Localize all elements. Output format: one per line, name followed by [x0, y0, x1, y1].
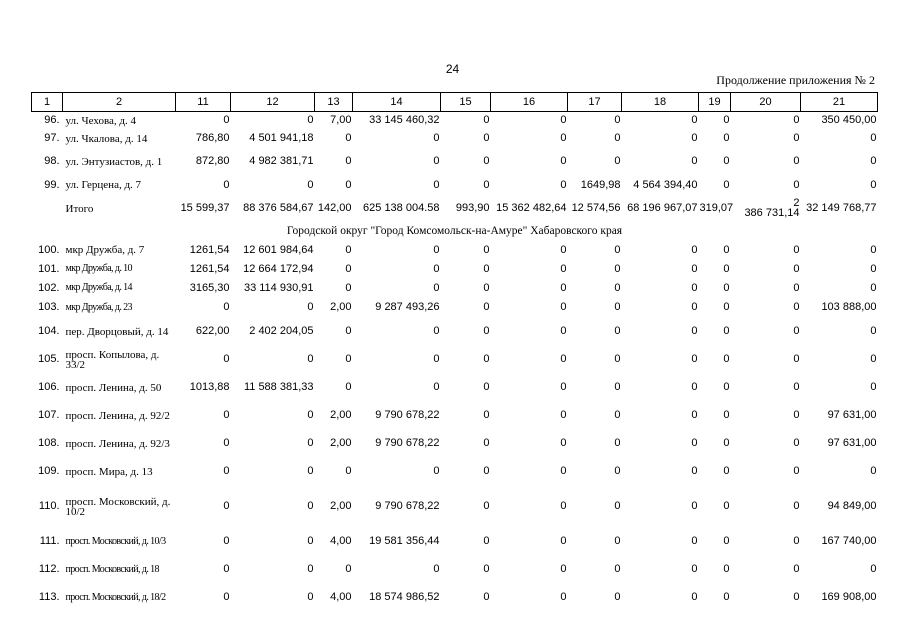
value-cell: 0	[483, 535, 490, 547]
value-cell: 0	[483, 301, 490, 313]
address-cell: пер. Дворцовый, д. 14	[65, 325, 169, 338]
value-cell: 0	[345, 325, 352, 337]
value-cell: 622,00	[195, 325, 230, 337]
address-cell: просп. Московский, д. 10/2	[65, 495, 171, 518]
value-cell: 0	[433, 381, 440, 393]
value-cell: 0	[560, 281, 567, 294]
value-cell: 0	[433, 281, 440, 294]
address-cell: ул. Энтузиастов, д. 1	[65, 155, 163, 168]
value-cell: 0	[614, 281, 621, 294]
value-cell: 0	[223, 465, 230, 477]
value-cell: 94 849,00	[827, 500, 877, 512]
column-header: 18	[622, 93, 699, 112]
total-row	[32, 195, 878, 223]
value-cell: 0	[307, 178, 314, 191]
table-row	[32, 486, 878, 528]
column-header: 19	[699, 93, 731, 112]
address-cell: просп. Копылова, д. 33/2	[65, 348, 160, 371]
value-cell: 2,00	[330, 500, 352, 512]
value-cell: 0	[691, 591, 698, 603]
column-header: 1	[32, 93, 63, 112]
value-cell: 0	[614, 381, 621, 393]
value-cell: 0	[307, 437, 314, 449]
address-cell: просп. Московский, д. 10/3	[65, 535, 166, 547]
value-cell: 0	[483, 465, 490, 477]
value-cell: 0	[223, 301, 230, 313]
address-cell: мкр Дружба, д. 10	[65, 263, 132, 274]
value-cell: 1261,54	[189, 262, 230, 275]
value-cell: 9 287 493,26	[375, 301, 440, 313]
value-cell: 0	[223, 409, 230, 421]
value-cell: 0	[614, 465, 621, 477]
value-cell: 9 790 678,22	[375, 409, 440, 421]
value-cell: 1649,98	[580, 178, 621, 191]
value-cell: 0	[793, 409, 800, 421]
value-cell: 0	[614, 437, 621, 449]
value-cell: 350 450,00	[821, 114, 877, 127]
value-cell: 0	[723, 155, 730, 167]
value-cell: 0	[614, 301, 621, 313]
value-cell: 0	[723, 301, 730, 313]
value-cell: 103 888,00	[821, 301, 877, 313]
value-cell: 2,00	[330, 409, 352, 421]
value-cell: 0	[560, 465, 567, 477]
column-header: 13	[315, 93, 353, 112]
data-table	[31, 92, 878, 612]
table-row	[32, 148, 878, 176]
value-cell: 97 631,00	[827, 437, 877, 449]
value-cell: 0	[433, 563, 440, 575]
value-cell: 0	[691, 465, 698, 477]
value-cell: 4 501 941,18	[249, 132, 314, 144]
row-number: 109.	[38, 465, 60, 477]
value-cell: 0	[560, 178, 567, 191]
value-cell: 0	[691, 114, 698, 127]
value-cell: 872,80	[195, 155, 230, 167]
value-cell: 97 631,00	[827, 409, 877, 421]
value-cell: 0	[483, 591, 490, 603]
row-number: 101.	[38, 262, 60, 275]
value-cell: 0	[691, 243, 698, 256]
value-cell: 0	[614, 591, 621, 603]
table-row	[32, 374, 878, 402]
value-cell: 0	[793, 535, 800, 547]
value-cell: 0	[723, 262, 730, 275]
value-cell: 625 138 004.58	[363, 202, 440, 214]
value-cell: 0	[723, 591, 730, 603]
value-cell: 68 196 967,07	[627, 202, 698, 214]
value-cell: 0	[723, 281, 730, 294]
value-cell: 0	[614, 155, 621, 167]
address-cell: просп. Ленина, д. 92/2	[65, 409, 170, 422]
value-cell: 0	[345, 178, 352, 191]
page-number: 24	[445, 62, 460, 76]
value-cell: 4 982 381,71	[249, 155, 314, 167]
value-cell: 4,00	[330, 535, 352, 547]
value-cell: 0	[723, 178, 730, 191]
value-cell: 0	[691, 353, 698, 365]
table-row	[32, 279, 878, 298]
value-cell: 786,80	[195, 132, 230, 144]
table-row	[32, 430, 878, 458]
value-cell: 0	[723, 409, 730, 421]
address-cell: просп. Московский, д. 18/2	[65, 591, 166, 603]
value-cell: 0	[723, 325, 730, 337]
value-cell: 0	[614, 114, 621, 127]
table-row	[32, 260, 878, 279]
value-cell: 7,00	[330, 114, 352, 127]
section-title: Городской округ "Город Комсомольск-на-Амуре" Хабаровского края	[286, 225, 623, 237]
value-cell: 0	[560, 353, 567, 365]
value-cell: 0	[793, 178, 800, 191]
value-cell: 0	[793, 500, 800, 512]
value-cell: 0	[870, 243, 877, 256]
value-cell: 0	[307, 301, 314, 313]
value-cell: 0	[345, 381, 352, 393]
value-cell: 18 574 986,52	[369, 591, 440, 603]
value-cell: 0	[691, 301, 698, 313]
column-header: 14	[353, 93, 441, 112]
value-cell: 0	[483, 178, 490, 191]
value-cell: 0	[614, 325, 621, 337]
value-cell: 0	[483, 114, 490, 127]
value-cell: 0	[793, 243, 800, 256]
continuation-label: Продолжение приложения № 2	[716, 73, 875, 87]
value-cell: 0	[870, 381, 877, 393]
value-cell: 0	[345, 353, 352, 365]
value-cell: 0	[614, 500, 621, 512]
value-cell: 0	[345, 563, 352, 575]
value-cell: 0	[614, 262, 621, 275]
column-header: 21	[801, 93, 878, 112]
address-cell: просп. Ленина, д. 92/3	[65, 437, 170, 450]
value-cell: 169 908,00	[821, 591, 877, 603]
value-cell: 0	[307, 500, 314, 512]
address-cell: ул. Герцена, д. 7	[65, 179, 142, 191]
value-cell: 19 581 356,44	[369, 535, 440, 547]
value-cell: 0	[483, 563, 490, 575]
value-cell: 9 790 678,22	[375, 500, 440, 512]
value-cell: 0	[870, 465, 877, 477]
value-cell: 0	[560, 262, 567, 275]
value-cell: 0	[483, 500, 490, 512]
value-cell: 0	[870, 325, 877, 337]
value-cell: 0	[691, 132, 698, 144]
value-cell: 0	[614, 409, 621, 421]
value-cell: 0	[483, 281, 490, 294]
value-cell: 0	[614, 563, 621, 575]
value-cell: 0	[691, 262, 698, 275]
value-cell: 0	[345, 465, 352, 477]
value-cell: 0	[560, 381, 567, 393]
value-cell: 0	[870, 132, 877, 144]
value-cell: 0	[345, 262, 352, 275]
column-header: 12	[231, 93, 315, 112]
value-cell: 0	[691, 500, 698, 512]
value-cell: 0	[560, 325, 567, 337]
table-row	[32, 241, 878, 260]
value-cell: 2,00	[330, 437, 352, 449]
value-cell: 2 402 204,05	[249, 325, 314, 337]
value-cell: 0	[723, 114, 730, 127]
row-number	[32, 195, 63, 223]
value-cell: 0	[560, 243, 567, 256]
value-cell: 0	[307, 591, 314, 603]
value-cell: 0	[691, 437, 698, 449]
value-cell: 88 376 584,67	[243, 202, 314, 214]
value-cell: 993,90	[455, 202, 490, 214]
value-cell: 0	[560, 409, 567, 421]
value-cell: 0	[614, 353, 621, 365]
value-cell: 0	[433, 262, 440, 275]
value-cell: 0	[223, 353, 230, 365]
row-number: 112.	[38, 563, 60, 575]
address-cell: мкр Дружба, д. 14	[65, 282, 132, 293]
value-cell: 0	[870, 281, 877, 294]
value-cell: 142,00	[317, 202, 352, 214]
value-cell: 12 601 984,64	[243, 243, 314, 256]
table-row	[32, 584, 878, 612]
value-cell: 0	[483, 132, 490, 144]
value-cell: 0	[560, 132, 567, 144]
value-cell: 0	[723, 132, 730, 144]
value-cell: 0	[793, 381, 800, 393]
value-cell: 0	[723, 243, 730, 256]
value-cell: 33 145 460,32	[369, 114, 440, 127]
value-cell: 0	[433, 465, 440, 477]
value-cell: 15 599,37	[180, 202, 230, 214]
value-cell: 0	[723, 381, 730, 393]
address-cell: ул. Чкалова, д. 14	[65, 132, 148, 145]
value-cell: 0	[691, 409, 698, 421]
row-number: 103.	[38, 301, 60, 313]
row-number: 110.	[38, 500, 60, 512]
value-cell: 0	[870, 353, 877, 365]
column-header: 16	[491, 93, 568, 112]
value-cell: 0	[307, 563, 314, 575]
value-cell: 3165,30	[189, 281, 230, 294]
value-cell: 0	[483, 155, 490, 167]
table-row	[32, 402, 878, 430]
table-row	[32, 112, 878, 130]
value-cell: 0	[345, 155, 352, 167]
value-cell: 0	[793, 353, 800, 365]
value-cell: 33 114 930,91	[243, 281, 314, 294]
value-cell: 9 790 678,22	[375, 437, 440, 449]
value-cell: 0	[614, 243, 621, 256]
row-number: 97.	[44, 132, 60, 144]
address-cell: ул. Чехова, д. 4	[65, 114, 137, 127]
value-cell: 0	[793, 437, 800, 449]
value-cell: 0	[483, 381, 490, 393]
value-cell: 0	[793, 262, 800, 275]
value-cell: 167 740,00	[821, 535, 877, 547]
value-cell: 0	[307, 114, 314, 127]
value-cell: 12 664 172,94	[243, 262, 314, 275]
value-cell: 2,00	[330, 301, 352, 313]
value-cell: 0	[614, 132, 621, 144]
row-number: 106.	[38, 381, 60, 393]
value-cell: 0	[560, 500, 567, 512]
value-cell: 0	[793, 465, 800, 477]
address-cell: просп. Ленина, д. 50	[65, 381, 162, 394]
value-text: 2 386 731,14	[744, 197, 800, 219]
value-cell: 0	[870, 563, 877, 575]
row-number: 105.	[38, 353, 60, 365]
value-cell: 0	[691, 563, 698, 575]
row-number: 98.	[44, 155, 60, 167]
header-row	[32, 93, 878, 112]
value-cell: 0	[793, 325, 800, 337]
value-cell: 0	[307, 409, 314, 421]
address-cell: просп. Мира, д. 13	[65, 465, 153, 478]
value-cell	[731, 195, 801, 223]
value-cell: 0	[723, 563, 730, 575]
column-header: 17	[568, 93, 622, 112]
value-cell: 0	[223, 535, 230, 547]
row-number: 111.	[39, 535, 60, 547]
column-header: 15	[441, 93, 491, 112]
value-cell: 0	[793, 114, 800, 127]
value-cell: 0	[223, 500, 230, 512]
value-cell: 0	[223, 563, 230, 575]
value-cell: 0	[870, 155, 877, 167]
value-cell: 0	[793, 281, 800, 294]
value-cell: 0	[723, 535, 730, 547]
value-cell: 0	[560, 563, 567, 575]
value-cell: 11 588 381,33	[243, 381, 314, 393]
value-cell: 0	[345, 243, 352, 256]
value-cell: 0	[433, 155, 440, 167]
value-cell: 0	[614, 535, 621, 547]
value-cell: 0	[793, 301, 800, 313]
table-row	[32, 318, 878, 346]
value-cell: 0	[433, 243, 440, 256]
value-cell: 0	[560, 437, 567, 449]
value-cell: 0	[793, 132, 800, 144]
value-cell: 0	[307, 353, 314, 365]
value-cell: 0	[560, 591, 567, 603]
value-cell: 0	[307, 465, 314, 477]
value-cell: 0	[560, 114, 567, 127]
value-cell: 0	[793, 591, 800, 603]
value-cell: 0	[691, 325, 698, 337]
column-header: 20	[731, 93, 801, 112]
value-cell: 0	[433, 353, 440, 365]
value-cell: 0	[483, 325, 490, 337]
value-cell: 0	[723, 500, 730, 512]
value-cell: 0	[560, 535, 567, 547]
row-number: 107.	[38, 409, 60, 421]
value-cell: 0	[433, 132, 440, 144]
table-row	[32, 130, 878, 148]
value-cell: 0	[223, 437, 230, 449]
row-number: 113.	[38, 591, 60, 603]
row-number: 96.	[44, 114, 60, 127]
value-cell: 0	[691, 155, 698, 167]
value-cell: 0	[793, 563, 800, 575]
address-cell: Итого	[65, 202, 94, 215]
value-cell: 0	[345, 281, 352, 294]
address-cell: мкр Дружба, д. 23	[65, 301, 132, 313]
value-cell: 0	[223, 178, 230, 191]
value-cell: 0	[433, 178, 440, 191]
column-header: 11	[176, 93, 231, 112]
value-cell: 0	[483, 409, 490, 421]
table-row	[32, 556, 878, 584]
value-cell: 0	[483, 353, 490, 365]
value-cell: 0	[691, 381, 698, 393]
value-cell: 0	[560, 155, 567, 167]
row-number: 102.	[38, 281, 60, 294]
value-cell: 0	[723, 353, 730, 365]
value-cell: 0	[433, 325, 440, 337]
row-number: 108.	[38, 437, 60, 449]
value-cell: 0	[870, 178, 877, 191]
value-cell: 0	[793, 155, 800, 167]
value-cell: 0	[483, 262, 490, 275]
table-row	[32, 176, 878, 195]
value-cell: 0	[483, 437, 490, 449]
value-cell: 0	[307, 535, 314, 547]
row-number: 99.	[44, 178, 60, 191]
address-cell: просп. Московский, д. 18	[65, 563, 159, 575]
value-cell: 1261,54	[189, 243, 230, 256]
row-number: 100.	[38, 243, 60, 256]
value-cell: 4 564 394,40	[633, 178, 698, 191]
row-number: 104.	[38, 325, 60, 337]
value-cell: 0	[223, 114, 230, 127]
value-cell: 0	[560, 301, 567, 313]
value-cell: 0	[345, 132, 352, 144]
value-cell: 32 149 768,77	[806, 202, 877, 214]
section-row	[32, 223, 878, 241]
table-row	[32, 346, 878, 374]
column-header: 2	[63, 93, 176, 112]
value-cell: 0	[723, 465, 730, 477]
value-cell: 0	[223, 591, 230, 603]
value-cell: 1013,88	[189, 381, 230, 393]
value-cell: 0	[723, 437, 730, 449]
value-cell: 15 362 482,64	[496, 202, 567, 214]
value-cell: 0	[483, 243, 490, 256]
value-cell: 12 574,56	[571, 202, 621, 214]
table-row	[32, 528, 878, 556]
table-row	[32, 458, 878, 486]
value-cell: 4,00	[330, 591, 352, 603]
address-cell: мкр Дружба, д. 7	[65, 244, 145, 256]
value-cell: 0	[691, 535, 698, 547]
table-row	[32, 298, 878, 318]
value-cell: 319,07	[699, 202, 734, 214]
value-cell: 0	[870, 262, 877, 275]
value-cell: 0	[691, 281, 698, 294]
